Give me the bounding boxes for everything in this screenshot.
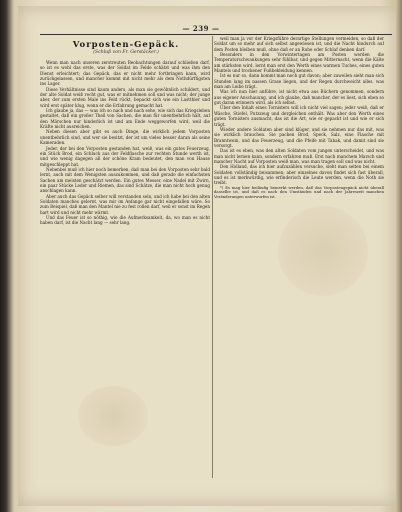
page-number: — 239 — — [182, 24, 220, 33]
paragraph: Und das Feuer ist so nöthig, wie die Aufmerksamkeit, da, wo man es nicht haben darf, ist die Nacht lang — sehr lang. — [40, 214, 210, 226]
footnote: *) Es mag hier beiläufig bemerkt werden, daß das Vorpostengepäck nicht überall dasselbe ist, und daß es nach den Umständen und nach der Jahreszeit manchen Veränderungen unterworfen ist. — [214, 184, 384, 200]
article-byline: (Schluß von Fr. Gerstäcker.) — [93, 50, 159, 55]
paragraph: Nebenbei muß ich hier noch bemerken, daß man bei den Vorposten sehr bald lernt, auch mit dem Wenigsten auszukommen, und daß gerade die einfachsten Sachen am meisten geschätzt werden. Ein gutes Messer, eine Nadel mit Zwirn, ein paar Stücke Leder und Riemen, das sind Schätze, die man nicht hoch genug anschlagen kann. — [40, 166, 210, 194]
paragraph: Neben diesen aber gibt es auch Dinge, die wirklich jedem Vorposten unentbehrlich sind, und wer sie besitzt, der ist um vieles besser daran als seine Kameraden. — [40, 129, 210, 146]
right-column — [214, 36, 384, 478]
column-divider — [212, 36, 213, 478]
paragraph: Diese Verhältnisse sind kaum anders, als man sie gewöhnlich schildert, und der alte Soldat weiß recht gut, was er mitnehmen soll und was nicht; der junge aber, der zum ersten Male ins Feld rückt, bepackt sich wie ein Lastthier und wird erst später klug, wenn er die Erfahrung gemacht hat. — [40, 86, 210, 108]
paragraph: Den Holland, das ich hier aufzuzählen versuche, sieht man selten bei einem Soldaten vollständig beisammen; aber einzelnes davon findet sich fast überall, und es ist merkwürdig, wie erfinderisch die Leute werden, wenn die Noth sie treibt. — [214, 164, 384, 186]
article-title: Vorposten-Gepäck. — [72, 40, 180, 50]
header-rule — [40, 34, 392, 35]
paragraph: Ich glaube ja, das — was ich so nach und nach sehe, wie sich das Kriegsleben gestaltet, daß ein großer Theil von Sachen, die man für unentbehrlich hält, auf den Märschen nur hinderlich ist und am Ende weggeworfen wird, weil die Kräfte nicht ausreichen. — [40, 108, 210, 130]
paragraph: weil man ja vor der Kriegsführe derartige Stellungen vermeiden, so daß der Soldat um so mehr auf sich selbst angewiesen ist, und die Nacht hindurch auf dem Posten bleiben muß, ohne daß er an Ruhe oder Schlaf denken darf. — [214, 36, 384, 52]
paragraph: Besonders in den Vorwintertagen am Posten werden die Temperaturschwankungen sehr fühlbar, und gegen Mitternacht, wenn die Kälte am stärksten wird, lernt man erst den Werth eines warmen Tuches, eines guten Mantels und trockener Fußbekleidung kennen. — [214, 52, 384, 74]
paragraph: Über den Inhalt eines Tornisters will ich nicht viel sagen; jeder weiß, daß er Wäsche, Stiefel, Putzzeug und dergleichen enthält. Was aber den Werth eines guten Tornisters ausmacht, das ist die Art, wie er gepackt ist und wie er sich trägt. — [214, 105, 384, 127]
paragraph: Aber auch das Gepäck selber will verstanden sein, und ich habe bei den alten Soldaten manches gelernt, was mir im Anfange gar nicht eingefallen wäre. So zum Beispiel, daß man den Mantel nie zu fest rollen darf, weil er sonst im Regen hart wird und nicht mehr wärmt. — [40, 193, 210, 215]
paragraph: Was ich nun hier anführe, ist nicht etwa aus Büchern genommen, sondern aus eigener Anschauung, und ich glaube, daß mancher, der es liest, sich eben so gut daran erinnern wird, als ich selbst. — [214, 89, 384, 106]
paragraph: Ist es nur so, dann kommt man noch gut davon; aber zuweilen sieht man sich Stunden lang im nassen Grase liegen, und der Regen durchweicht alles, was man am Leibe trägt. — [214, 73, 384, 90]
paragraph: Jeder, der bei den Vorposten gestanden hat, weiß, was ein gutes Feuerzeug, ein Stück Brod, ein Schluck aus der Feldflasche zur rechten Stunde werth ist, und wie wenig dagegen all der schöne Kram bedeutet, den man von Hause mitgeschleppt hat. — [40, 145, 210, 167]
paragraph: Das ist es eben, was den alten Soldaten vom jungen unterscheidet, und was man nicht lernen kann, sondern erfahren muß. Erst nach manchem Marsch und mancher Nacht auf Vorposten weiß man, was man tragen soll und was nicht. — [214, 148, 384, 164]
left-column — [40, 60, 210, 478]
paragraph: Wieder andere Soldaten aber sind klüger, und sie nehmen nur das mit, was sie wirklich brauchen. Sie packen Brod, Speck, Salz, eine Flasche mit Branntwein, und das Feuerzeug, und die Pfeife mit Tabak, und damit sind sie versorgt. — [214, 126, 384, 148]
paragraph: Wenn man nach unseren zerstreuten Beobachtungen darauf schließen darf, so ist es wohl das erste, was der Soldat im Felde schätzt und was ihm den Dienst erleichtert; das Gepäck, das er nicht mehr fortbringen kann, wird zurückgelassen, und mancher kommt mit nicht mehr als dem Nothdürftigsten ins Lager. — [40, 60, 210, 87]
